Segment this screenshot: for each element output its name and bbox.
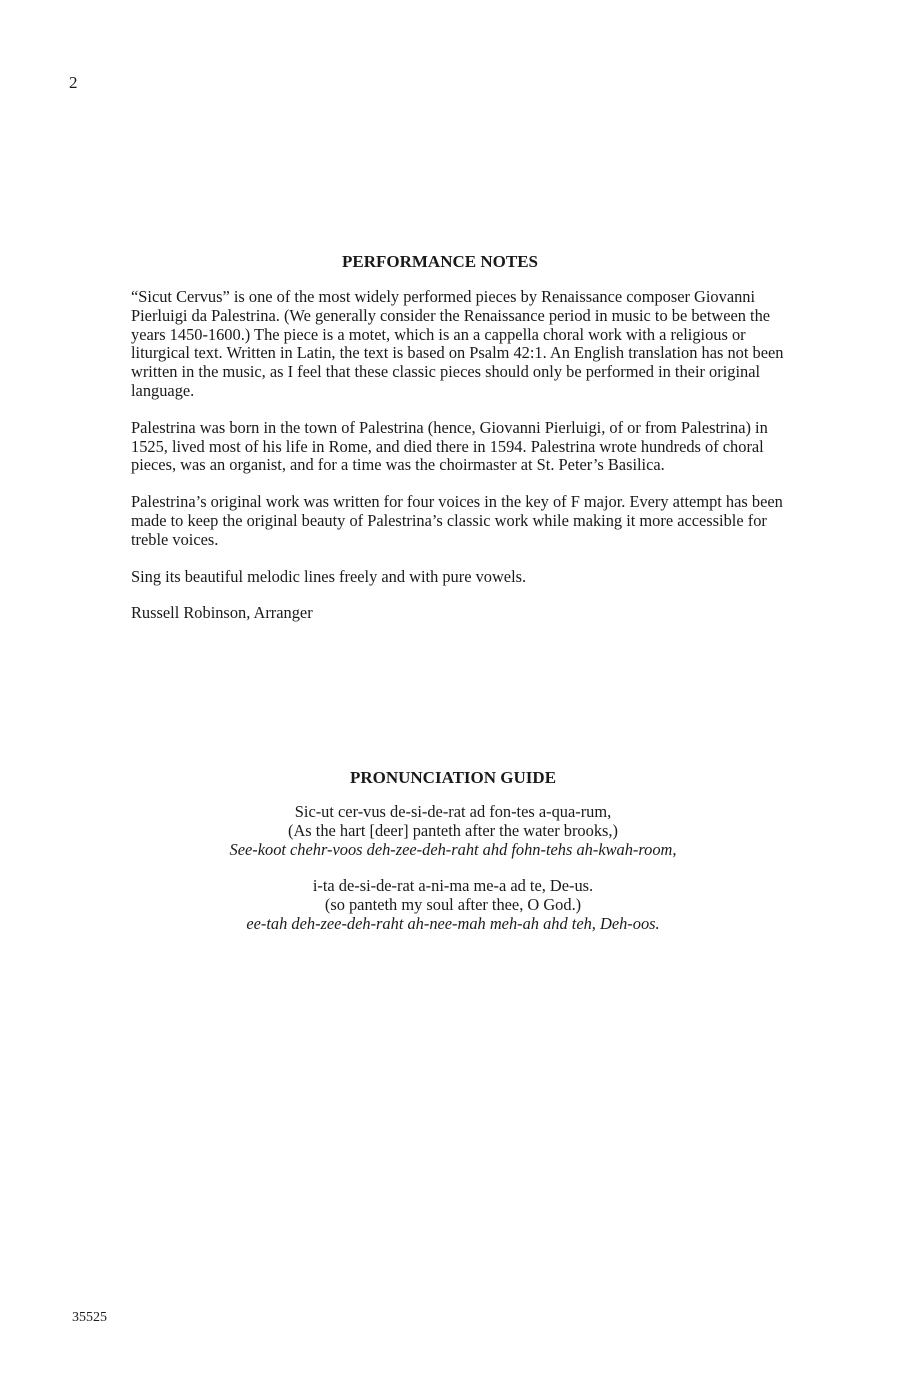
performance-notes-section (131, 252, 791, 641)
pronunciation-stanza (153, 803, 753, 859)
pronunciation-guide-heading: PRONUNCIATION GUIDE (349, 768, 557, 787)
phonetic-line: ee-tah deh-zee-deh-raht ah-nee-mah meh-ah ahd teh, Deh-oos. (246, 913, 660, 933)
notes-paragraph-advice: Sing its beautiful melodic lines freely and with pure vowels. (131, 566, 527, 586)
pronunciation-stanza (153, 877, 753, 933)
pronunciation-guide-section (153, 768, 753, 952)
notes-paragraph-arrangement: Palestrina’s original work was written for four voices in the key of F major. Every attempt has been made to keep the original beauty of Palestrina’s classic work while making it more accessible for treble voices. (131, 492, 783, 549)
notes-paragraph-biography: Palestrina was born in the town of Palestrina (hence, Giovanni Pierluigi, of or from Palestrina) in 1525, lived most of his life in Rome, and died there in 1594. Palestrina wrote hundreds of choral pieces, was an organist, and for a time was the choirmaster at St. Peter’s Basilica. (131, 417, 768, 475)
phonetic-line: See-koot chehr-voos deh-zee-deh-raht ahd fohn-tehs ah-kwah-room, (229, 839, 677, 859)
english-translation-line: (so panteth my soul after thee, O God.) (324, 895, 582, 915)
page-number: 2 (69, 73, 78, 92)
catalog-number: 35525 (72, 1310, 107, 1325)
notes-signature: Russell Robinson, Arranger (131, 603, 313, 623)
latin-line: i-ta de-si-de-rat a-ni-ma me-a ad te, De-us. (312, 876, 594, 896)
latin-line: Sic-ut cer-vus de-si-de-rat ad fon-tes a-qua-rum, (294, 802, 612, 821)
performance-notes-heading: PERFORMANCE NOTES (342, 252, 538, 271)
english-translation-line: (As the hart [deer] panteth after the water brooks,) (288, 820, 618, 840)
notes-paragraph-intro: “Sicut Cervus” is one of the most widely performed pieces by Renaissance composer Giovanni Pierluigi da Palestrina. (We generally consider the Renaissance period in music to be between the years 1450-1600.) The piece is a motet, which is an a cappella choral work with a religious or liturgical text. Written in Latin, the text is based on Psalm 42:1. An English translation has not been written in the music, as I feel that these classic pieces should only be performed in their original language. (131, 287, 784, 400)
